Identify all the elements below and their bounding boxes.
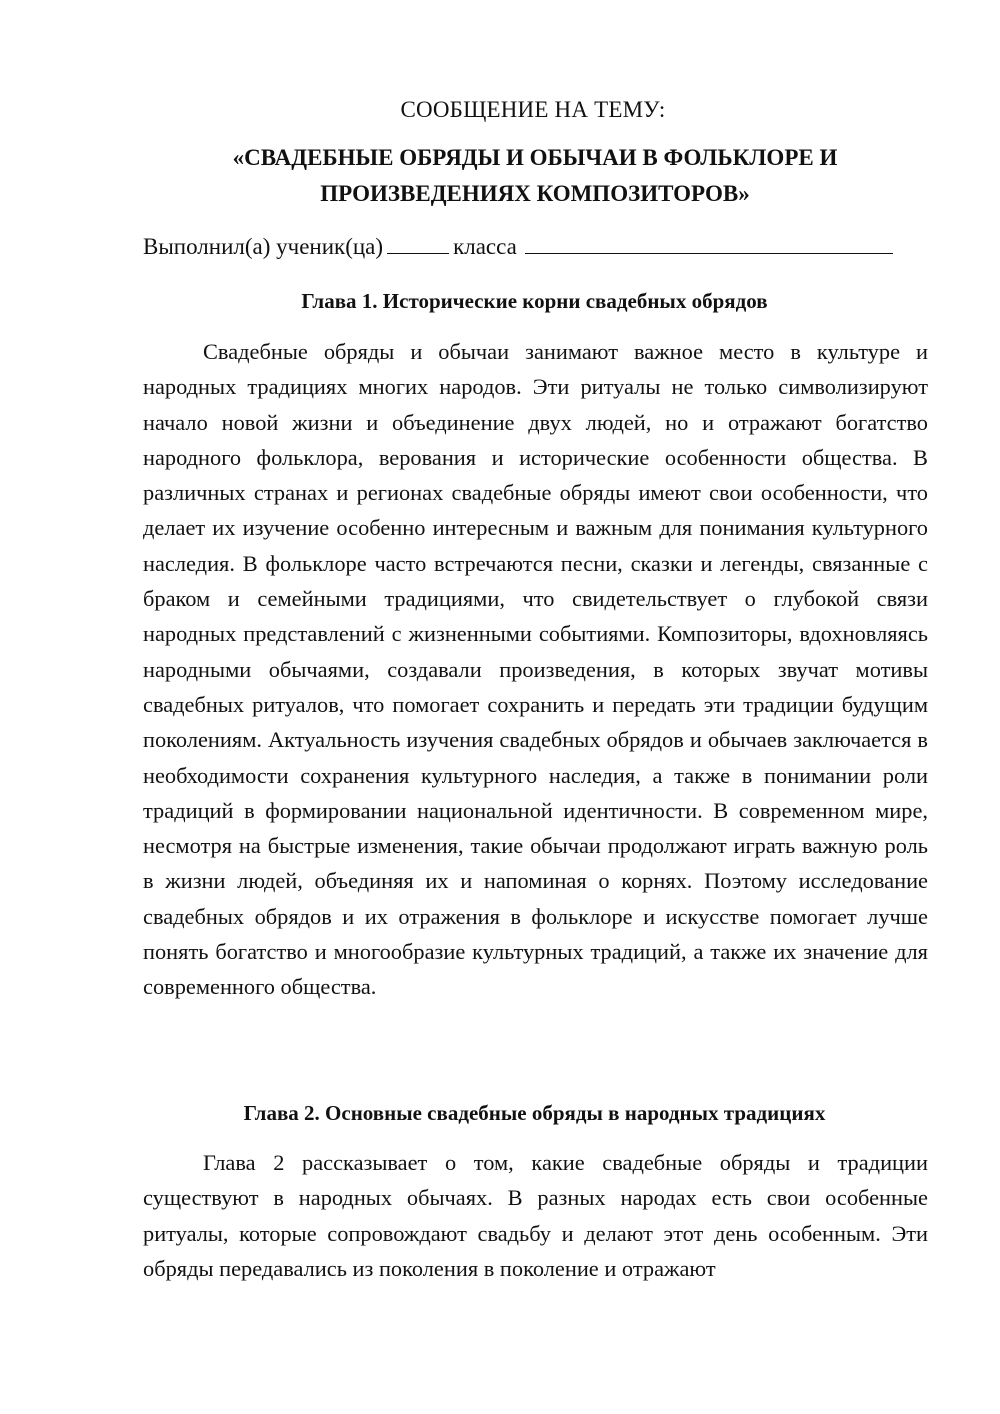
- chapter-2-paragraph: Глава 2 рассказывает о том, какие свадебные обряды и традиции существуют в народных обычаях. В разных народах есть свои особенные ритуалы, которые сопровождают свадьбу и делают этот день особенным. Эти обряды передавались из поколения в поколение и отражают: [143, 1150, 928, 1281]
- document-title: «СВАДЕБНЫЕ ОБРЯДЫ И ОБЫЧАИ В ФОЛЬКЛОРЕ И ПРОИЗВЕДЕНИЯХ КОМПОЗИТОРОВ»: [232, 145, 838, 206]
- class-blank: [525, 229, 893, 254]
- author-line: [143, 229, 893, 265]
- topic-label: СООБЩЕНИЕ НА ТЕМУ:: [400, 97, 666, 122]
- author-middle: класса: [453, 234, 517, 259]
- chapter-1-heading: Глава 1. Исторические корни свадебных обрядов: [301, 289, 768, 313]
- grade-blank: [387, 229, 449, 254]
- chapter-1-paragraph: Свадебные обряды и обычаи занимают важное место в культуре и народных традициях многих народов. Эти ритуалы не только символизируют начало новой жизни и объединение двух людей, но и отражают богатство народного фольклора, верования и исторические особенности общества. В различных странах и регионах свадебные обряды имеют свои особенности, что делает их изучение особенно интересным и важным для понимания культурного наследия. В фольклоре часто встречаются песни, сказки и легенды, связанные с браком и семейными традициями, что свидетельствует о глубокой связи народных представлений с жизненными событиями. Композиторы, вдохновляясь народными обычаями, создавали произведения, в которых звучат мотивы свадебных ритуалов, что помогает сохранить и передать эти традиции будущим поколениям. Актуальность изучения свадебных обрядов и обычаев заключается в необходимости сохранения культурного наследия, а также в понимании роли традиций в формировании национальной идентичности. В современном мире, несмотря на быстрые изменения, такие обычаи продолжают играть важную роль в жизни людей, объединяя их и напоминая о корнях. Поэтому исследование свадебных обрядов и их отражения в фольклоре и искусстве помогает лучше понять богатство и многообразие культурных традиций, а также их значение для современного общества.: [143, 339, 928, 1000]
- chapter-2-heading: Глава 2. Основные свадебные обряды в народных традициях: [243, 1101, 826, 1125]
- author-prefix: Выполнил(а) ученик(ца): [143, 234, 384, 259]
